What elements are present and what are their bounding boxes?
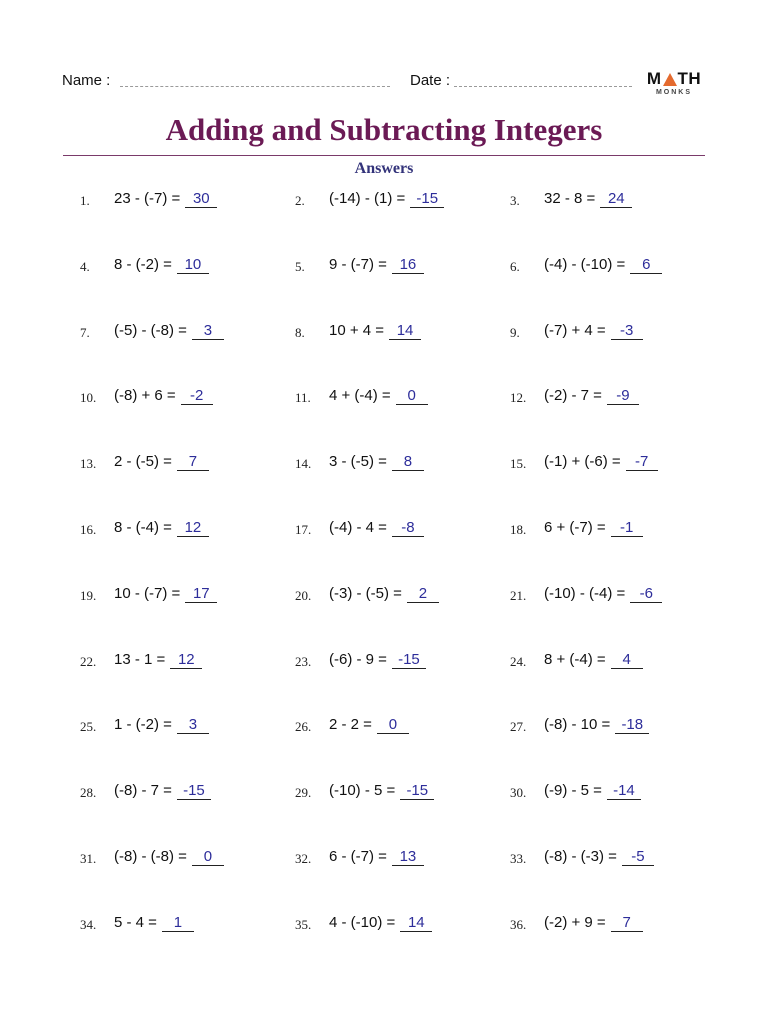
problem-expression-row (329, 256, 424, 274)
problem-expression: 23 - (-7) = (114, 190, 181, 207)
answer-field[interactable]: 17 (185, 585, 217, 603)
problem-expression: 2 - (-5) = (114, 453, 172, 470)
problem-expression-row (114, 387, 213, 405)
problem-expression-row (544, 848, 654, 866)
problem-expression-row (114, 453, 209, 471)
problem-number: 12. (510, 390, 527, 405)
problem-expression-row (544, 322, 643, 340)
problem-number: 24. (510, 654, 527, 669)
problem-expression: 10 + 4 = (329, 322, 385, 339)
answer-field[interactable]: 3 (177, 716, 209, 734)
problem-number: 14. (295, 456, 312, 471)
problem-expression: 8 - (-4) = (114, 519, 172, 536)
problem-number: 16. (80, 522, 97, 537)
problem-expression-row (329, 848, 424, 866)
problem-expression: 5 - 4 = (114, 914, 157, 931)
answer-field[interactable]: -6 (630, 585, 662, 603)
problem-expression-row (329, 914, 432, 932)
logo-text-left: M (646, 69, 662, 88)
problem-number: 20. (295, 588, 312, 603)
answer-field[interactable]: -1 (611, 519, 643, 537)
problem-expression: (-8) - (-3) = (544, 848, 617, 865)
problem-number: 36. (510, 917, 527, 932)
answer-field[interactable]: 14 (400, 914, 432, 932)
problem-expression-row (544, 453, 658, 471)
problem-number: 35. (295, 917, 312, 932)
answer-field[interactable]: 7 (611, 914, 643, 932)
problem-number: 21. (510, 588, 527, 603)
logo-triangle-icon (663, 73, 677, 86)
problem-expression-row (114, 322, 224, 340)
problem-number: 27. (510, 719, 527, 734)
problem-expression: 4 - (-10) = (329, 914, 396, 931)
answer-field[interactable]: -15 (400, 782, 434, 800)
answer-field[interactable]: -7 (626, 453, 658, 471)
problem-number: 26. (295, 719, 312, 734)
page-title: Adding and Subtracting Integers (165, 112, 603, 147)
answer-field[interactable]: 8 (392, 453, 424, 471)
problem-number: 33. (510, 851, 527, 866)
problem-expression-row (114, 782, 211, 800)
problem-expression: 9 - (-7) = (329, 256, 387, 273)
logo-text-right: TH (677, 69, 702, 88)
problem-number: 30. (510, 785, 527, 800)
problem-expression: (-8) - 7 = (114, 782, 172, 799)
problem-expression: 13 - 1 = (114, 651, 166, 668)
problem-number: 17. (295, 522, 312, 537)
answer-field[interactable]: 7 (177, 453, 209, 471)
answer-field[interactable]: -3 (611, 322, 643, 340)
problem-number: 29. (295, 785, 312, 800)
problem-expression-row (329, 585, 439, 603)
problem-expression: (-2) + 9 = (544, 914, 606, 931)
logo-subtext: MONKS (655, 89, 693, 96)
problem-expression: (-4) - (-10) = (544, 256, 626, 273)
problem-number: 34. (80, 917, 97, 932)
problem-expression: 8 + (-4) = (544, 651, 606, 668)
answer-field[interactable]: -14 (607, 782, 641, 800)
answer-field[interactable]: 14 (389, 322, 421, 340)
answer-field[interactable]: 13 (392, 848, 424, 866)
problem-number: 18. (510, 522, 527, 537)
problem-expression: (-8) - (-8) = (114, 848, 187, 865)
problem-number: 32. (295, 851, 312, 866)
problem-number: 19. (80, 588, 97, 603)
problem-expression-row (329, 519, 424, 537)
problem-number: 31. (80, 851, 97, 866)
problem-expression-row (329, 190, 444, 208)
problem-expression-row (114, 914, 194, 932)
problem-number: 4. (80, 259, 90, 274)
math-monks-logo (644, 70, 704, 100)
problem-number: 1. (80, 193, 90, 208)
worksheet-header (62, 69, 702, 94)
answer-field[interactable]: -5 (622, 848, 654, 866)
problem-expression: (-10) - 5 = (329, 782, 396, 799)
answer-field[interactable]: 12 (177, 519, 209, 537)
problem-expression-row (544, 651, 643, 669)
answer-field[interactable]: 4 (611, 651, 643, 669)
problem-expression-row (544, 585, 662, 603)
problem-expression-row (544, 914, 643, 932)
problem-number: 25. (80, 719, 97, 734)
answer-field[interactable]: 10 (177, 256, 209, 274)
problem-expression: (-3) - (-5) = (329, 585, 402, 602)
problem-expression: 4 + (-4) = (329, 387, 391, 404)
problem-expression: (-10) - (-4) = (544, 585, 626, 602)
problem-expression-row (329, 651, 426, 669)
date-field[interactable] (454, 86, 632, 87)
problem-number: 5. (295, 259, 305, 274)
problem-expression-row (329, 716, 409, 734)
answer-field[interactable]: 12 (170, 651, 202, 669)
answer-field[interactable]: -15 (410, 190, 444, 208)
answer-field[interactable]: -2 (181, 387, 213, 405)
answer-field[interactable]: 0 (192, 848, 224, 866)
problem-expression: (-14) - (1) = (329, 190, 406, 207)
problem-expression-row (544, 256, 662, 274)
problem-expression-row (114, 848, 224, 866)
problem-number: 10. (80, 390, 97, 405)
problem-expression: 32 - 8 = (544, 190, 596, 207)
answer-field[interactable]: 30 (185, 190, 217, 208)
problem-number: 9. (510, 325, 520, 340)
problem-number: 6. (510, 259, 520, 274)
answers-heading: Answers (354, 160, 414, 177)
problem-number: 11. (295, 390, 311, 405)
answer-field[interactable]: -8 (392, 519, 424, 537)
problem-expression: (-5) - (-8) = (114, 322, 187, 339)
problem-expression-row (544, 519, 643, 537)
date-label: Date : (410, 72, 451, 89)
problem-expression-row (114, 651, 202, 669)
problem-expression: 6 - (-7) = (329, 848, 387, 865)
answer-field[interactable]: -15 (177, 782, 211, 800)
problem-expression-row (544, 716, 649, 734)
problem-expression: 3 - (-5) = (329, 453, 387, 470)
problem-expression-row (114, 716, 209, 734)
problem-expression-row (329, 322, 421, 340)
answer-field[interactable]: 0 (396, 387, 428, 405)
name-label: Name : (62, 72, 111, 89)
problem-expression-row (114, 585, 217, 603)
problem-number: 13. (80, 456, 97, 471)
answer-field[interactable]: -15 (392, 651, 426, 669)
problem-number: 28. (80, 785, 97, 800)
title-divider (63, 155, 705, 156)
problem-expression: 2 - 2 = (329, 716, 372, 733)
problem-expression: 6 + (-7) = (544, 519, 606, 536)
problem-expression-row (114, 256, 209, 274)
problem-expression: (-6) - 9 = (329, 651, 387, 668)
problem-expression: 1 - (-2) = (114, 716, 172, 733)
problem-expression-row (329, 453, 424, 471)
answer-field[interactable]: 24 (600, 190, 632, 208)
problem-number: 15. (510, 456, 527, 471)
problem-expression: (-4) - 4 = (329, 519, 387, 536)
problem-expression-row (114, 190, 217, 208)
answer-field[interactable]: -9 (607, 387, 639, 405)
problem-expression-row (329, 387, 428, 405)
problem-expression: (-8) - 10 = (544, 716, 611, 733)
problem-number: 3. (510, 193, 520, 208)
answer-field[interactable]: 1 (162, 914, 194, 932)
problem-expression: 8 - (-2) = (114, 256, 172, 273)
problem-number: 23. (295, 654, 312, 669)
name-field[interactable] (120, 86, 390, 87)
problem-number: 8. (295, 325, 305, 340)
problem-expression-row (544, 190, 632, 208)
answer-field[interactable]: 0 (377, 716, 409, 734)
problem-number: 7. (80, 325, 90, 340)
answer-field[interactable]: 3 (192, 322, 224, 340)
problem-expression: (-8) + 6 = (114, 387, 176, 404)
answer-field[interactable]: 2 (407, 585, 439, 603)
answer-field[interactable]: -18 (615, 716, 649, 734)
answer-field[interactable]: 16 (392, 256, 424, 274)
problem-expression: (-7) + 4 = (544, 322, 606, 339)
problem-expression-row (544, 387, 639, 405)
problem-expression: 10 - (-7) = (114, 585, 181, 602)
problem-expression: (-9) - 5 = (544, 782, 602, 799)
problem-expression: (-2) - 7 = (544, 387, 602, 404)
problem-expression: (-1) + (-6) = (544, 453, 621, 470)
problem-number: 22. (80, 654, 97, 669)
problem-number: 2. (295, 193, 305, 208)
problem-expression-row (329, 782, 434, 800)
problem-expression-row (114, 519, 209, 537)
answer-field[interactable]: 6 (630, 256, 662, 274)
problem-expression-row (544, 782, 641, 800)
